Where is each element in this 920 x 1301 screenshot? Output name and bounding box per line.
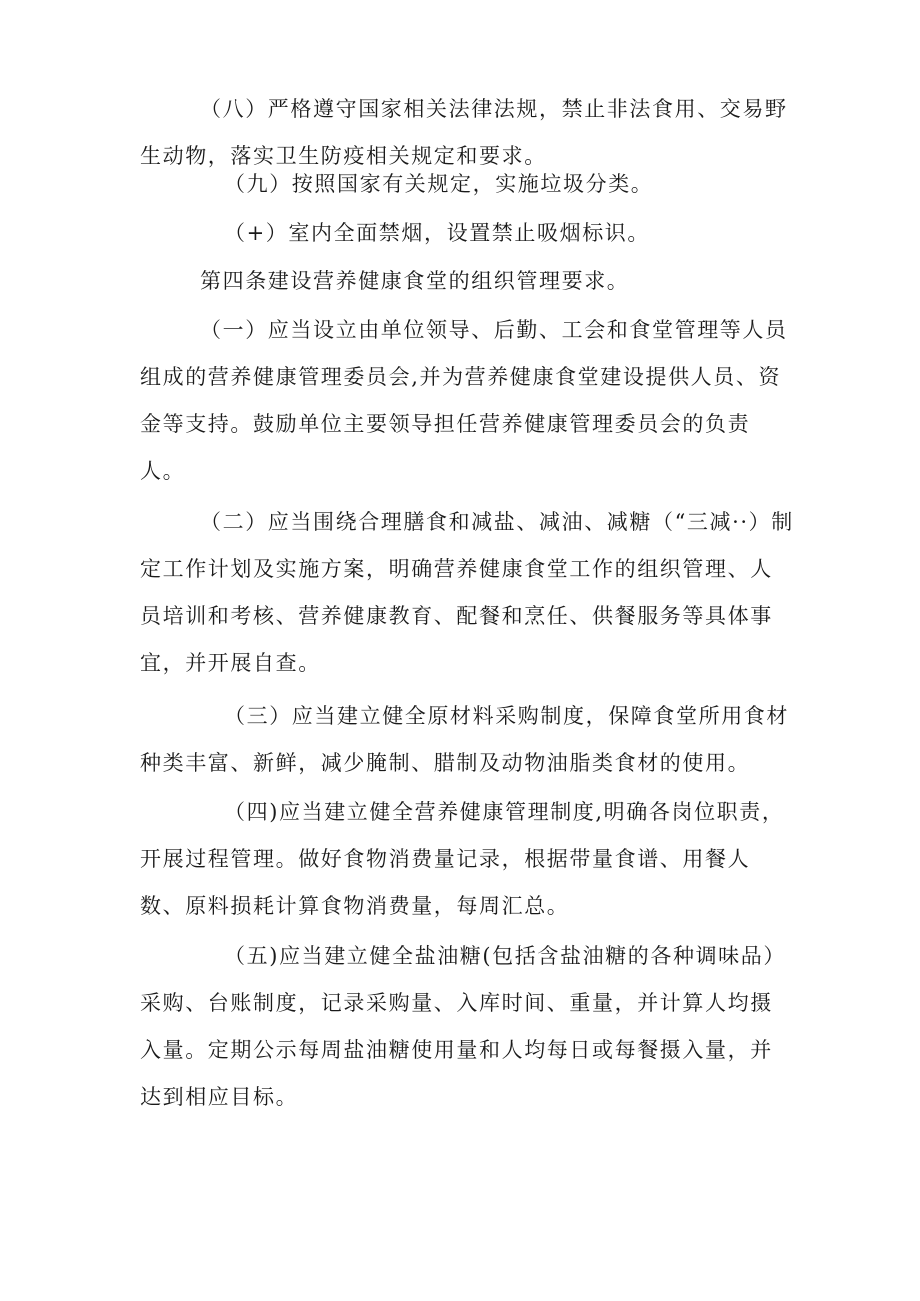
paragraph-item-3: （三）应当建立健全原材料采购制度，保障食堂所用食材种类丰富、新鲜，减少腌制、腊制及动物油脂类食材的使用。 <box>140 704 789 775</box>
paragraph-item-8: （八）严格遵守国家相关法律法规，禁止非法食用、交易野生动物，落实卫生防疫相关规定和要求。 <box>140 97 788 168</box>
paragraph-item-9: （九）按照国家有关规定，实施垃圾分类。 <box>224 172 654 196</box>
paragraph-article-4-heading: 第四条建设营养健康食堂的组织管理要求。 <box>200 269 630 293</box>
paragraph-item-2: （二）应当围绕合理膳食和减盐、减油、减糖（“三减··）制定工作计划及实施方案，明确营养健康食堂工作的组织管理、人员培训和考核、营养健康教育、配餐和烹任、供餐服务等具体事宜，并开展自查。 <box>140 510 794 675</box>
paragraph-item-4: （四)应当建立健全营养健康管理制度,明确各岗位职责，开展过程管理。做好食物消费量记录，根据带量食谱、用餐人数、原料损耗计算食物消费量，每周汇总。 <box>140 800 785 918</box>
paragraph-item-10: （+）室内全面禁烟，设置禁止吸烟标识。 <box>224 221 650 245</box>
paragraph-item-5: （五)应当建立健全盐油糖(包括含盐油糖的各种调味品）采购、台账制度，记录采购量、入库时间、重量，并计算人均摄入量。定期公示每周盐油糖使用量和人均每日或每餐摄入量，并达到相应目标。 <box>140 944 786 1109</box>
paragraph-item-1: （一）应当设立由单位领导、后勤、工会和食堂管理等人员组成的营养健康管理委员会,并为营养健康食堂建设提供人员、资金等支持。鼓励单位主要领导担任营养健康管理委员会的负责人。 <box>140 318 788 483</box>
